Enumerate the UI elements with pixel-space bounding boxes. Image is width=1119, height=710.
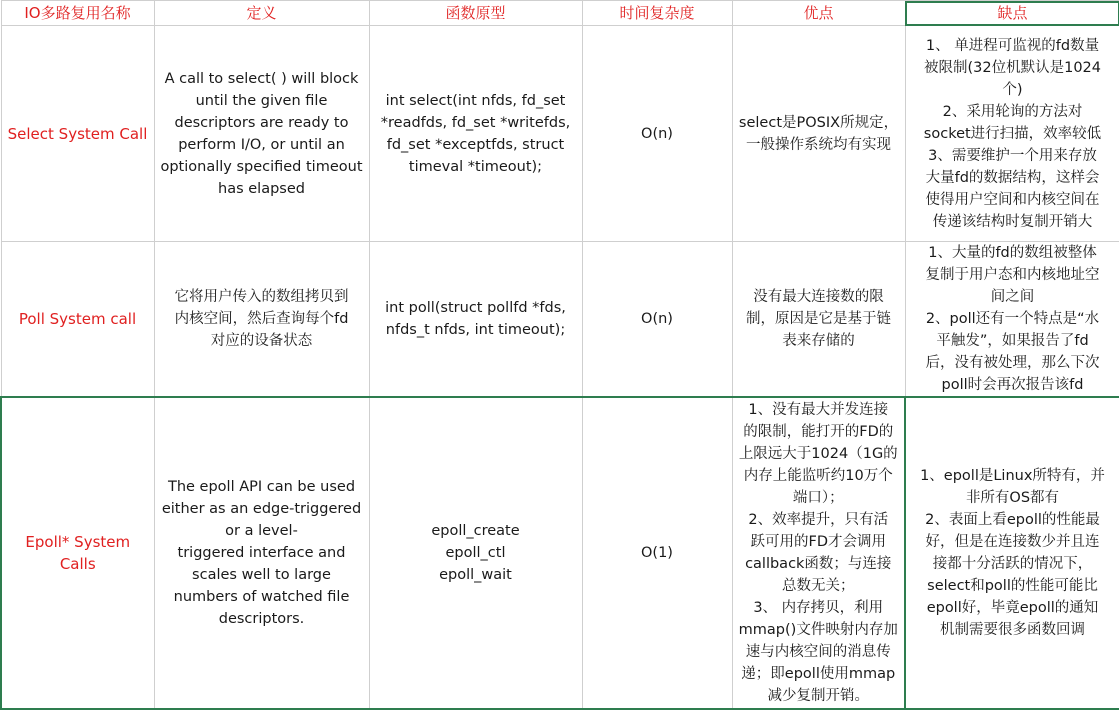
cell-line: epoll_ctl — [445, 545, 506, 561]
cell-prototype[interactable] — [369, 242, 582, 398]
cell-cons[interactable] — [905, 397, 1119, 709]
cell-line: 内核空间，然后查询每个fd — [174, 311, 349, 327]
header-pros[interactable]: 优点 — [732, 1, 905, 26]
cell-line: 没有最大连接数的限 — [753, 289, 884, 305]
cell-line: 使得用户空间和内核空间在 — [925, 191, 1100, 208]
cell-line: 1、大量的fd的数组被整体 — [928, 245, 1097, 261]
cell-prototype[interactable] — [369, 397, 582, 709]
cell-line: 2、效率提升，只有活 — [748, 512, 889, 528]
cell-cons[interactable] — [905, 242, 1119, 398]
header-definition[interactable]: 定义 — [154, 1, 369, 26]
cell-line: numbers of watched file — [173, 589, 350, 605]
cell-line: int select(int nfds, fd_set — [385, 92, 566, 109]
cell-complexity[interactable]: O(n) — [582, 242, 732, 398]
cell-line: A call to select( ) will block — [164, 70, 359, 87]
cell-line: 跃可用的FD才会调用 — [750, 534, 886, 550]
table-row — [1, 26, 1119, 242]
cell-name[interactable]: Poll System call — [1, 242, 154, 398]
cell-line: 机制需要很多函数回调 — [940, 622, 1085, 638]
table-row — [1, 242, 1119, 398]
cell-line: scales well to large — [192, 567, 331, 583]
table-row — [1, 397, 1119, 709]
cell-line: 速与内核空间的消息传 — [745, 644, 891, 660]
cell-line: timeval *timeout); — [408, 158, 543, 175]
cell-line: descriptors are ready to — [174, 114, 349, 131]
cell-line: 的限制，能打开的FD的 — [743, 424, 894, 440]
cell-pros[interactable] — [732, 397, 905, 709]
cell-line: 上限远大于1024（1G的 — [738, 446, 898, 462]
cell-line: perform I/O, or until an — [178, 136, 345, 153]
cell-line: 被限制(32位机默认是1024 — [923, 59, 1101, 76]
cell-line: 非所有OS都有 — [965, 490, 1060, 506]
cell-pros[interactable] — [732, 26, 905, 242]
cell-definition[interactable] — [154, 397, 369, 709]
cell-line: select和poll的性能可能比 — [927, 578, 1098, 594]
cell-line: mmap()文件映射内存加 — [738, 622, 898, 638]
cell-line: 递；即epoll使用mmap — [741, 666, 896, 682]
cell-line: epoll好，毕竟epoll的通知 — [926, 600, 1099, 616]
cell-line: select是POSIX所规定， — [738, 114, 899, 131]
cell-line: 3、 内存拷贝，利用 — [753, 600, 884, 616]
cell-name[interactable]: Epoll* System Calls — [1, 397, 154, 709]
cell-line: 传递该结构时复制开销大 — [932, 213, 1093, 230]
cell-line: epoll_create — [431, 523, 520, 539]
cell-line: 好，但是在连接数少并且连 — [925, 534, 1100, 550]
cell-line: 1、没有最大并发连接 — [748, 402, 889, 418]
cell-line: poll时会再次报告该fd — [941, 377, 1084, 393]
header-name[interactable]: IO多路复用名称 — [1, 1, 154, 26]
cell-line: optionally specified timeout — [160, 158, 363, 175]
cell-line: 一般操作系统均有实现 — [746, 136, 891, 153]
cell-line: 间之间 — [990, 289, 1035, 305]
cell-line: 2、poll还有一个特点是“水 — [925, 311, 1100, 327]
cell-line: 大量fd的数据结构，这样会 — [925, 169, 1100, 186]
cell-line: or a level- — [225, 523, 298, 539]
cell-complexity[interactable]: O(1) — [582, 397, 732, 709]
header-cons[interactable]: 缺点 — [905, 1, 1119, 26]
cell-line: until the given file — [195, 92, 328, 109]
cell-line: The epoll API can be used — [167, 479, 356, 495]
cell-line: callback函数；与连接 — [745, 556, 892, 572]
header-row — [1, 1, 1119, 26]
cell-cons[interactable] — [905, 26, 1119, 242]
cell-line: 个) — [1002, 81, 1023, 98]
cell-line: 3、需要维护一个用来存放 — [928, 147, 1097, 164]
cell-prototype[interactable] — [369, 26, 582, 242]
cell-line: int poll(struct pollfd *fds, — [385, 300, 566, 316]
cell-line: 内存上能监听约10万个 — [743, 468, 893, 484]
cell-line: 复制于用户态和内核地址空 — [925, 267, 1100, 283]
cell-complexity[interactable]: O(n) — [582, 26, 732, 242]
cell-pros[interactable] — [732, 242, 905, 398]
cell-line: 2、采用轮询的方法对 — [942, 103, 1083, 120]
cell-line: 接都十分活跃的情况下， — [932, 556, 1093, 572]
cell-definition[interactable] — [154, 242, 369, 398]
cell-name[interactable]: Select System Call — [1, 26, 154, 242]
cell-line: 2、表面上看epoll的性能最 — [925, 512, 1100, 528]
cell-line: 制，原因是它是基于链 — [746, 311, 891, 327]
cell-line: triggered interface and — [177, 545, 346, 561]
cell-line: socket进行扫描，效率较低 — [923, 125, 1102, 142]
cell-line: 减少复制开销。 — [767, 688, 869, 704]
cell-line: epoll_wait — [439, 567, 512, 583]
cell-line: 1、 单进程可监视的fd数量 — [925, 37, 1100, 54]
cell-line: 1、epoll是Linux所特有，并 — [920, 468, 1105, 484]
cell-line: 端口）； — [792, 490, 844, 506]
cell-line: 表来存储的 — [782, 333, 855, 349]
cell-line: 后，没有被处理，那么下次 — [925, 355, 1100, 371]
cell-line: 总数无关； — [782, 578, 855, 594]
cell-line: nfds_t nfds, int timeout); — [385, 322, 566, 338]
header-prototype[interactable]: 函数原型 — [369, 1, 582, 26]
cell-line: either as an edge-triggered — [161, 501, 362, 517]
cell-line: has elapsed — [218, 180, 305, 197]
cell-line: fd_set *exceptfds, struct — [386, 136, 565, 153]
cell-line: descriptors. — [218, 611, 305, 627]
cell-definition[interactable] — [154, 26, 369, 242]
cell-line: 平触发”，如果报告了fd — [936, 333, 1089, 349]
header-complexity[interactable]: 时间复杂度 — [582, 1, 732, 26]
cell-line: 对应的设备状态 — [210, 333, 313, 349]
cell-line: 它将用户传入的数组拷贝到 — [174, 289, 349, 305]
cell-line: *readfds, fd_set *writefds, — [380, 114, 571, 131]
